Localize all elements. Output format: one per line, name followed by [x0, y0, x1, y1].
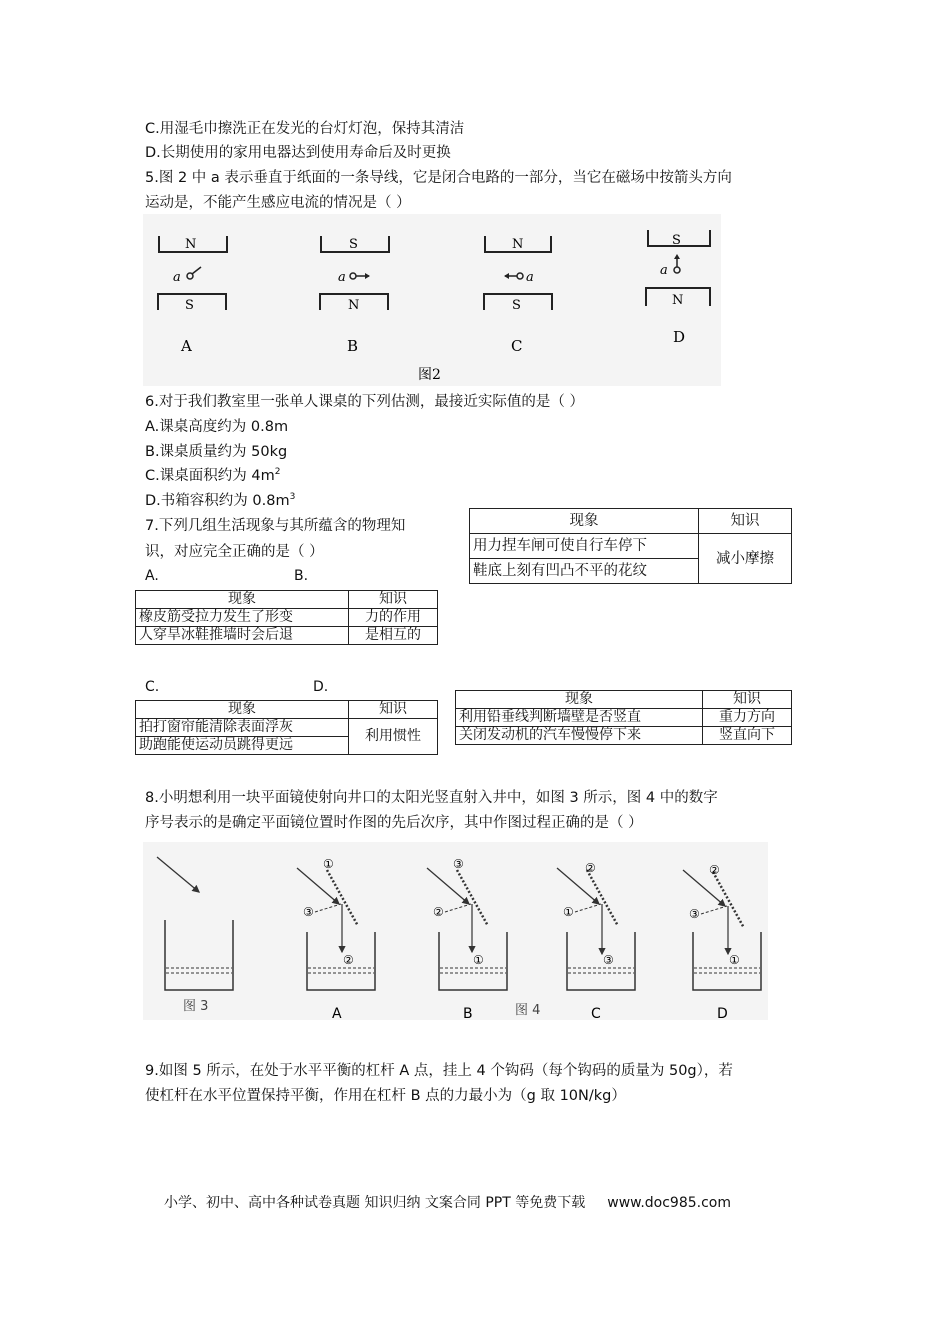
question-8-line-2: 序号表示的是确定平面镜位置时作图的先后次序，其中作图过程正确的是（ ） — [145, 815, 643, 831]
figure-2 — [143, 214, 721, 386]
figure-4-panel-a — [297, 857, 375, 1020]
svg-text:①: ① — [729, 953, 740, 967]
svg-text:a: a — [338, 270, 346, 285]
svg-text:B: B — [463, 1006, 473, 1020]
option-c-text: C.用湿毛巾擦洗正在发光的台灯灯泡，保持其清洁 — [145, 121, 465, 137]
svg-text:C: C — [511, 337, 523, 355]
svg-text:③: ③ — [453, 857, 464, 871]
figure-2-caption: 图2 — [418, 367, 441, 383]
svg-text:a: a — [660, 263, 668, 278]
table-option-c: 现象 知识 拍打窗帘能清除表面浮灰 利用惯性 助跑能使运动员跳得更远 — [135, 700, 438, 755]
question-6-option-d: D.书箱容积约为 $0.8m^3$ — [145, 492, 296, 509]
figure-4-caption: 图 4 — [515, 1003, 541, 1018]
option-d-label: D. — [313, 679, 329, 695]
figure-3-4 — [143, 842, 768, 1020]
footer-url[interactable]: www.doc985.com — [607, 1195, 731, 1211]
question-6-option-c: C.课桌面积约为 $4m^2$ — [145, 467, 281, 484]
figure-2-panel-c — [484, 236, 552, 355]
svg-text:N: N — [512, 237, 524, 252]
svg-text:②: ② — [585, 861, 596, 875]
svg-text:D: D — [717, 1006, 728, 1020]
option-d-text: D.长期使用的家用电器达到使用寿命后及时更换 — [145, 145, 451, 161]
table-option-b: 现象 知识 用力捏车闸可使自行车停下 减小摩擦 鞋底上刻有凹凸不平的花纹 — [469, 508, 792, 584]
page-footer — [164, 1192, 731, 1212]
question-9-line-2: 使杠杆在水平位置保持平衡，作用在杠杆 B 点的力最小为（g 取 10N/kg） — [145, 1088, 626, 1104]
svg-text:a: a — [173, 270, 181, 285]
figure-4-panel-d — [683, 863, 761, 1020]
svg-text:③: ③ — [689, 907, 700, 921]
svg-text:②: ② — [709, 863, 720, 877]
question-5-line-1: 5.图 2 中 a 表示垂直于纸面的一条导线，它是闭合电路的一部分，当它在磁场中按箭头方向 — [145, 170, 732, 186]
svg-text:②: ② — [343, 953, 354, 967]
panel-label: A — [181, 337, 192, 355]
svg-text:②: ② — [433, 905, 444, 919]
question-9-line-1: 9.如图 5 所示，在处于水平平衡的杠杆 A 点，挂上 4 个钩码（每个钩码的质量为 50g），若 — [145, 1063, 733, 1079]
magnet-top-pole: N — [185, 237, 197, 252]
svg-text:N: N — [672, 293, 684, 308]
svg-text:③: ③ — [303, 905, 314, 919]
svg-text:S: S — [349, 237, 358, 252]
option-b-label: B. — [294, 568, 309, 584]
magnet-bottom-pole: S — [185, 298, 194, 313]
figure-3 — [157, 857, 233, 1014]
svg-text:③: ③ — [603, 953, 614, 967]
svg-text:①: ① — [323, 857, 334, 871]
svg-text:S: S — [512, 298, 521, 313]
footer-text: 小学、初中、高中各种试卷真题 知识归纳 文案合同 PPT 等免费下载 — [164, 1195, 586, 1211]
svg-text:D: D — [673, 328, 686, 346]
figure-2-panel-d — [646, 230, 710, 346]
question-6-option-b: B.课桌质量约为 50kg — [145, 444, 288, 460]
figure-2-panel-a — [158, 236, 227, 355]
question-8-line-1: 8.小明想利用一块平面镜使射向井口的太阳光竖直射入井中，如图 3 所示，图 4 中的数字 — [145, 790, 718, 806]
question-5-line-2: 运动是，不能产生感应电流的情况是（ ） — [145, 195, 411, 211]
svg-text:A: A — [332, 1006, 342, 1020]
svg-text:C: C — [591, 1006, 601, 1020]
question-6: 6.对于我们教室里一张单人课桌的下列估测，最接近实际值的是（ ） — [145, 394, 584, 410]
svg-text:①: ① — [563, 905, 574, 919]
table-option-a: 现象 知识 橡皮筋受拉力发生了形变 力的作用 人穿旱冰鞋推墙时会后退 是相互的 — [135, 590, 438, 645]
question-6-option-a: A.课桌高度约为 0.8m — [145, 419, 289, 435]
svg-text:①: ① — [473, 953, 484, 967]
figure-3-caption: 图 3 — [183, 999, 209, 1014]
figure-4-panel-b — [427, 857, 507, 1020]
figure-2-panel-b — [320, 236, 389, 355]
svg-text:B: B — [347, 337, 359, 355]
svg-text:N: N — [348, 298, 360, 313]
figure-4-panel-c — [557, 861, 635, 1020]
option-a-label: A. — [145, 568, 159, 584]
svg-text:a: a — [526, 270, 534, 285]
question-7-line-2: 识，对应完全正确的是（ ） — [145, 544, 324, 560]
table-option-d: 现象 知识 利用铅垂线判断墙壁是否竖直 重力方向 关闭发动机的汽车慢慢停下来 竖直向下 — [455, 690, 792, 745]
option-c-label: C. — [145, 679, 160, 695]
svg-text:S: S — [672, 233, 681, 248]
question-7-line-1: 7.下列几组生活现象与其所蕴含的物理知 — [145, 518, 406, 534]
